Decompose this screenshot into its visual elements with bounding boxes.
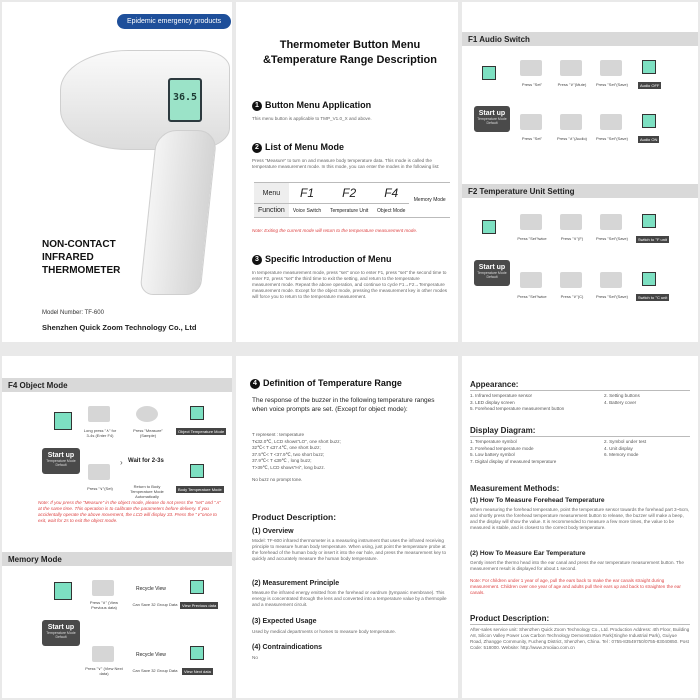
function-f1: Voice Switch: [289, 204, 325, 218]
object-memory-panel: [2, 356, 232, 698]
thermo-lcd-icon: [482, 66, 496, 80]
lcd-result-icon: [642, 60, 656, 74]
divider: [470, 624, 690, 625]
f4-step-label: Press "∨"(Set): [87, 486, 113, 491]
section-1-text: This menu button is applicable to TMP_V1.0_X and above.: [252, 116, 372, 121]
f2-heading: F2 Temperature Unit Setting: [462, 184, 698, 198]
f2-step-label: Press "Set"(Save): [596, 294, 628, 299]
hand-press-icon: [560, 114, 582, 130]
memory-result-label: View Previous data: [182, 603, 217, 608]
divider: [470, 436, 690, 437]
f2-step-label: Press "Set"(Save): [596, 236, 628, 241]
lcd-result-icon: [642, 214, 656, 228]
f4-step-label: Long press "∧" for 3-4s (Enter F4): [83, 428, 117, 438]
product-description-title: Product Description:: [252, 512, 337, 522]
usage-heading: (3) Expected Usage: [252, 618, 317, 625]
memory-capacity-label: Can Save 32 Group Data: [132, 602, 178, 607]
thermo-lcd-icon: [482, 220, 496, 234]
section-1-heading: 1 Button Menu Application: [252, 100, 371, 111]
menu-code-f4: F4: [373, 183, 409, 204]
thermo-lcd-icon: [54, 412, 72, 430]
appearance-list-right: 2. Setting buttons 4. Battery cover: [604, 393, 640, 405]
f1-result-label: Audio ON: [640, 137, 658, 142]
product-title: NON-CONTACT INFRARED THERMOMETER: [42, 239, 121, 276]
f1-result-label: Audio OFF: [640, 83, 660, 88]
lcd-result-icon: [190, 406, 204, 420]
arrow-icon: ›: [120, 458, 123, 467]
appearance-heading: Appearance:: [470, 380, 519, 389]
f2-result-label: Switch to °F unit: [638, 237, 667, 242]
memory-heading: Memory Mode: [2, 552, 232, 566]
cover-panel: [2, 2, 232, 342]
product-description-panel: [236, 356, 458, 698]
principle-text: Measure the infrared energy emitted from the forehead or eardrum (tympanic membrane). This energy is concentrated through the lens and converted into a temperature value by a thermopile and a measurement circuit.: [252, 590, 447, 607]
hand-press-icon: [92, 646, 114, 662]
display-list-left: 1. Temperature symbol 3. Forehead temperature mode 5. Low battery symbol 7. Digital display of measured temperature: [470, 439, 557, 464]
f4-result-label: Object Temperature Mode: [178, 429, 225, 434]
category-badge: Epidemic emergency products: [117, 14, 231, 29]
f1-step-label: Press "∨"(Mute): [557, 82, 587, 87]
measurement-methods-heading: Measurement Methods:: [470, 484, 560, 493]
forehead-text: When measuring the forehead temperature, point the temperature sensor towards the forehead part 3~5cm, and shortly press the forehead temperature measurement button to release, the buzzer will make a beep, and the display will show the value. It is recommended to measure a few more times, the value to be measured is stable, and is closest to the correct body temperature.: [470, 507, 690, 530]
settings-panel: [462, 2, 698, 342]
memory-step-label: Press "∧" (View Previous data): [89, 600, 119, 610]
overview-heading: (1) Overview: [252, 528, 294, 535]
hand-press-icon: [136, 406, 158, 422]
contraindications-text: No: [252, 655, 258, 660]
memory-capacity-label: Can Save 32 Group Data: [132, 668, 178, 673]
product-info-heading: Product Description:: [470, 614, 550, 623]
menu-mode-table: [254, 182, 450, 218]
display-diagram-heading: Display Diagram:: [470, 426, 536, 435]
memory-step-label: Press "∨" (View Next data): [85, 666, 123, 676]
recycle-view-label: Recycle View: [136, 586, 166, 592]
hand-press-icon: [600, 214, 622, 230]
contraindications-heading: (4) Contraindications: [252, 644, 323, 651]
function-f2: Temperature Unit: [325, 204, 373, 218]
product-info-text: After-sales service unit: Shenzhen Quick Zoom Technology Co., Ltd. Production Address: 4th Floor, Building A8, Silicon Valley Power Low Carbon Technology Demonstration Park(Xinghe Industrial Park), Guiyue Road, Zhangge Community, Fucheng District, Shenzhen, China. Tel : 0755-83549750/0755-83040850. Post Code: 518000. Website: http://www.zmoiiao.com.cn: [470, 627, 690, 650]
start-up-block: Start up Temperature Mode Default: [42, 620, 80, 646]
f4-step-label: Press "Measure" (Sample): [133, 428, 163, 438]
f1-heading: F1 Audio Switch: [462, 32, 698, 46]
lcd-result-icon: [642, 272, 656, 286]
hand-press-icon: [600, 114, 622, 130]
ear-heading: (2) How To Measure Ear Temperature: [470, 550, 586, 557]
lcd-result-icon: [190, 580, 204, 594]
menu-code-f1: F1: [289, 183, 325, 204]
hand-press-icon: [92, 580, 114, 596]
recycle-view-label: Recycle View: [136, 652, 166, 658]
section-2-text: Press "Measure" to turn on and measure body temperature data. This mode is called the temperature measurement mode. In this mode, you can enter the modes in the following list:: [252, 158, 440, 169]
hand-press-icon: [560, 214, 582, 230]
hand-press-icon: [560, 60, 582, 76]
menu-note: Note: Exiting the current mode will return to the temperature measurement mode.: [252, 228, 418, 233]
lcd-result-icon: [190, 464, 204, 478]
model-number: Model Number: TF-600: [42, 310, 104, 316]
hand-press-icon: [520, 214, 542, 230]
hand-press-icon: [600, 272, 622, 288]
menu-code-f2: F2: [325, 183, 373, 204]
function-label: Function: [254, 204, 289, 218]
section-3-heading: 3 Specific Introduction of Menu: [252, 254, 392, 265]
section-4-heading: 4 Definition of Temperature Range: [250, 378, 402, 389]
principle-heading: (2) Measurement Principle: [252, 580, 340, 587]
panel-title: Thermometer Button Menu &Temperature Range Description: [262, 39, 437, 66]
forehead-heading: (1) How To Measure Forehead Temperature: [470, 497, 605, 504]
start-up-block: Start up Temperature Mode Default: [474, 260, 510, 286]
f1-step-label: Press "Set": [521, 136, 543, 141]
start-up-block: Start up Temperature Mode Default: [42, 448, 80, 474]
f2-step-label: Press "∨"(C): [560, 294, 584, 299]
appearance-list-left: 1. Infrared temperature sensor 3. LED display screen 5. Forehead temperature measurement button: [470, 393, 565, 411]
ear-text: Gently insert the thermo head into the ear canal and press the ear temperature measurement button. The measurement result is displayed for about 1 second.: [470, 560, 684, 571]
memory-result-label: View Next data: [184, 669, 211, 674]
hand-press-icon: [560, 272, 582, 288]
start-up-block: Start up Temperature Mode Default: [474, 106, 510, 132]
f2-result-label: Switch to °C unit: [638, 295, 668, 300]
company-name: Shenzhen Quick Zoom Technology Co., Ltd: [42, 323, 197, 332]
hand-press-icon: [520, 272, 542, 288]
lcd-result-icon: [642, 114, 656, 128]
ear-note: Note: For children under 1 year of age, pull the ears back to make the ear canals straight during measurement. Children over one year of age and adults pull their ears up and back to straighten the ear canals.: [470, 578, 681, 595]
section-3-text: In temperature measurement mode, press "set" once to enter F1, press "set" the second time to enter F2, press "set" the third time to exit the setting, and return to the temperature measurement mode. Repeat the above operation, and continue to cycle F1→F2→Temperature measurement mode. Except for the object mode, pressing the measurement key in other modes will force you to return to the temperature measurement.: [252, 270, 448, 299]
temperature-range-list: T represent : temperature T≤32.0℃, LCD shows"LO", one short buzz; 32℃< T ≤37.4℃, one short buzz; 37.5℃< T <37.9℃, two short buzz; 37.9℃< T ≤39℃ , long buzz; T>39℃, LCD shows"Hi", long buzz. No buzz no prompt tone.: [252, 432, 341, 482]
f1-step-label: Press "Set": [521, 82, 543, 87]
f2-step-label: Press "Set"twice: [517, 236, 547, 241]
hand-press-icon: [600, 60, 622, 76]
divider: [470, 390, 690, 391]
lcd-result-icon: [190, 646, 204, 660]
hand-press-icon: [520, 60, 542, 76]
display-list-right: 2. Symbol under test 4. Unit display 6. Memory mode: [604, 439, 647, 457]
hand-press-icon: [88, 406, 110, 422]
section-2-heading: 2 List of Menu Mode: [252, 142, 344, 153]
overview-text: Model: TF-600 infrared thermometer is a measuring instrument that uses the infrared receiving principle to measure human body temperature. When using, just point the temperature probe at the forehead of the human body or insert it into the ear hole, and press the measurement key to quickly and accurately measure the human body temperature.: [252, 538, 447, 561]
wait-label: Wait for 2-3s: [128, 458, 164, 464]
temperature-range-lead: The response of the buzzer in the following temperature ranges when voice prompts are set. (Except for object mode):: [252, 397, 435, 413]
f2-step-label: Press "∨"(F): [560, 236, 584, 241]
function-f4: Object Mode: [373, 204, 409, 218]
appearance-measurement-panel: [462, 356, 698, 698]
memory-mode-label: Memory Mode: [409, 183, 450, 218]
f4-heading: F4 Object Mode: [2, 378, 232, 392]
usage-text: Used by medical departments or homes to measure body temperature.: [252, 629, 397, 634]
f2-step-label: Press "Set"twice: [517, 294, 547, 299]
f1-step-label: Press "Set"(Save): [596, 82, 628, 87]
f4-result-label: Body Temperature Mode: [178, 487, 222, 492]
object-mode-note: Note: If you press the "Measure" in the object mode, please do not press the "set" and "∧" at the same time. This operation is to calibrate the parameters before delivery. If you accidentally operate the above movement, the LCD will display 33. Press the "∨"once to exit, wait for 2s to exit the object mode.: [38, 500, 221, 523]
lcd-display: 36.5: [168, 78, 202, 122]
button-menu-panel: [236, 2, 458, 342]
hand-press-icon: [88, 464, 110, 480]
thermo-lcd-icon: [54, 582, 72, 600]
f1-step-label: Press "Set"(Save): [596, 136, 628, 141]
f4-step-label: Return to Body Temperature Mode Automatically: [130, 484, 164, 499]
menu-label: Menu: [254, 183, 289, 204]
hand-press-icon: [520, 114, 542, 130]
f1-step-label: Press "∧"(Audio): [557, 136, 587, 141]
